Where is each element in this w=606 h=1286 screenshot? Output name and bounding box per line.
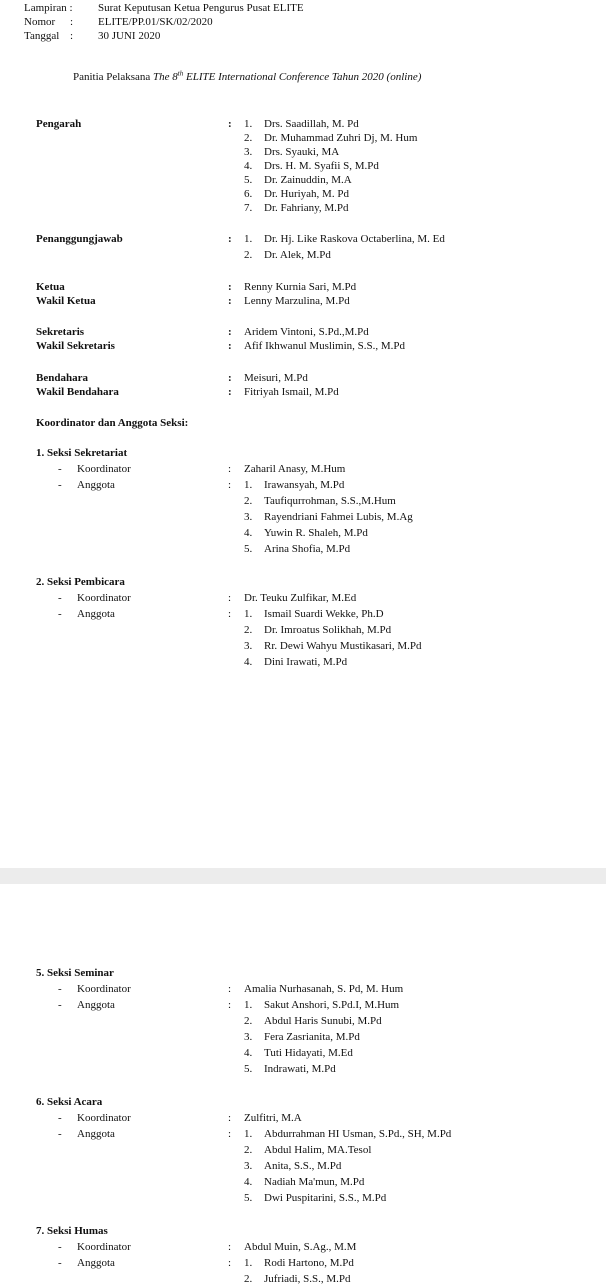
tanggal-colon: : <box>70 30 74 42</box>
koordinator-name: Amalia Nurhasanah, S. Pd, M. Hum <box>244 983 404 995</box>
wakil-sekretaris-label: Wakil Sekretaris <box>36 340 115 352</box>
anggota-member-name: Indrawati, M.Pd <box>264 1063 336 1075</box>
bullet-dash: - <box>58 1128 62 1140</box>
pengarah-member-number: 1. <box>244 118 253 130</box>
koordinator-label: Koordinator <box>77 983 131 995</box>
anggota-member-number: 4. <box>244 527 253 539</box>
anggota-member-number: 2. <box>244 1015 253 1027</box>
section-title: 2. Seksi Pembicara <box>36 576 125 588</box>
title-sup: th <box>177 69 184 78</box>
anggota-member-name: Abdurrahman HI Usman, S.Pd., SH, M.Pd <box>264 1128 452 1140</box>
koordinator-colon: : <box>228 592 232 604</box>
section-title: 1. Seksi Sekretariat <box>36 447 128 459</box>
title-rest: ELITE International Conference Tahun 2020 (online) <box>183 71 422 83</box>
anggota-member-number: 3. <box>244 640 253 652</box>
anggota-label: Anggota <box>77 999 115 1011</box>
anggota-member-name: Abdul Halim, MA.Tesol <box>264 1144 372 1156</box>
anggota-member-number: 3. <box>244 1160 253 1172</box>
ketua-colon: : <box>228 281 232 293</box>
anggota-label: Anggota <box>77 479 115 491</box>
anggota-member-name: Rodi Hartono, M.Pd <box>264 1257 354 1269</box>
anggota-member-name: Anita, S.S., M.Pd <box>264 1160 342 1172</box>
anggota-member-number: 1. <box>244 999 253 1011</box>
pengarah-member-number: 5. <box>244 174 253 186</box>
anggota-member-name: Nadiah Ma'mun, M.Pd <box>264 1176 365 1188</box>
anggota-colon: : <box>228 479 232 491</box>
ketua-label: Ketua <box>36 281 65 293</box>
pengarah-colon: : <box>228 118 232 130</box>
anggota-colon: : <box>228 1128 232 1140</box>
bullet-dash: - <box>58 983 62 995</box>
koordinator-name: Abdul Muin, S.Ag., M.M <box>244 1241 357 1253</box>
anggota-member-number: 4. <box>244 1176 253 1188</box>
anggota-member-number: 2. <box>244 1273 253 1285</box>
penanggungjawab-member-number: 2. <box>244 249 253 261</box>
anggota-member-number: 2. <box>244 495 253 507</box>
bullet-dash: - <box>58 608 62 620</box>
anggota-member-number: 1. <box>244 608 253 620</box>
anggota-member-name: Dwi Puspitarini, S.S., M.Pd <box>264 1192 387 1204</box>
anggota-member-name: Sakut Anshori, S.Pd.I, M.Hum <box>264 999 400 1011</box>
bullet-dash: - <box>58 1257 62 1269</box>
sekretaris-colon: : <box>228 326 232 338</box>
pengarah-member-name: Drs. Saadillah, M. Pd <box>264 118 359 130</box>
penanggungjawab-member-number: 1. <box>244 233 253 245</box>
document-page-2 <box>0 884 606 1285</box>
wakil-sekretaris-colon: : <box>228 340 232 352</box>
penanggungjawab-label: Penanggungjawab <box>36 233 123 245</box>
pengarah-member-number: 4. <box>244 160 253 172</box>
anggota-label: Anggota <box>77 1257 115 1269</box>
pengarah-member-name: Dr. Huriyah, M. Pd <box>264 188 349 200</box>
bendahara-label: Bendahara <box>36 372 88 384</box>
pengarah-member-name: Drs. H. M. Syafii S, M.Pd <box>264 160 379 172</box>
anggota-member-number: 1. <box>244 479 253 491</box>
anggota-member-number: 3. <box>244 511 253 523</box>
anggota-member-number: 5. <box>244 543 253 555</box>
anggota-member-number: 5. <box>244 1192 253 1204</box>
page-gap <box>0 868 606 884</box>
anggota-member-number: 2. <box>244 1144 253 1156</box>
koordinator-heading: Koordinator dan Anggota Seksi: <box>36 417 189 429</box>
anggota-member-name: Irawansyah, M.Pd <box>264 479 345 491</box>
lampiran-label: Lampiran : <box>24 2 73 14</box>
anggota-member-number: 1. <box>244 1128 253 1140</box>
anggota-member-name: Rayendriani Fahmei Lubis, M.Ag <box>264 511 413 523</box>
koordinator-label: Koordinator <box>77 592 131 604</box>
anggota-member-name: Yuwin R. Shaleh, M.Pd <box>264 527 368 539</box>
ketua-value: Renny Kurnia Sari, M.Pd <box>244 281 357 293</box>
wakil-bendahara-label: Wakil Bendahara <box>36 386 119 398</box>
bullet-dash: - <box>58 1112 62 1124</box>
anggota-member-name: Arina Shofia, M.Pd <box>264 543 351 555</box>
anggota-member-number: 4. <box>244 656 253 668</box>
koordinator-name: Zulfitri, M.A <box>244 1112 302 1124</box>
anggota-member-name: Taufiqurrohman, S.S.,M.Hum <box>264 495 396 507</box>
wakil-ketua-colon: : <box>228 295 232 307</box>
anggota-member-name: Rr. Dewi Wahyu Mustikasari, M.Pd <box>264 640 422 652</box>
tanggal-value: 30 JUNI 2020 <box>98 30 161 42</box>
anggota-label: Anggota <box>77 1128 115 1140</box>
pengarah-label: Pengarah <box>36 118 82 130</box>
pengarah-member-name: Dr. Muhammad Zuhri Dj, M. Hum <box>264 132 418 144</box>
koordinator-name: Zaharil Anasy, M.Hum <box>244 463 346 475</box>
anggota-member-name: Dini Irawati, M.Pd <box>264 656 348 668</box>
anggota-member-name: Tuti Hidayati, M.Ed <box>264 1047 353 1059</box>
anggota-member-name: Fera Zasrianita, M.Pd <box>264 1031 360 1043</box>
wakil-ketua-value: Lenny Marzulina, M.Pd <box>244 295 350 307</box>
anggota-member-name: Abdul Haris Sunubi, M.Pd <box>264 1015 382 1027</box>
pengarah-member-name: Drs. Syauki, MA <box>264 146 340 158</box>
koordinator-colon: : <box>228 463 232 475</box>
penanggungjawab-member-name: Dr. Hj. Like Raskova Octaberlina, M. Ed <box>264 233 445 245</box>
section-title: 5. Seksi Seminar <box>36 967 114 979</box>
wakil-bendahara-colon: : <box>228 386 232 398</box>
anggota-label: Anggota <box>77 608 115 620</box>
anggota-member-name: Dr. Imroatus Solikhah, M.Pd <box>264 624 392 636</box>
penanggungjawab-member-name: Dr. Alek, M.Pd <box>264 249 331 261</box>
bullet-dash: - <box>58 463 62 475</box>
section-title: 6. Seksi Acara <box>36 1096 103 1108</box>
penanggungjawab-colon: : <box>228 233 232 245</box>
anggota-member-number: 2. <box>244 624 253 636</box>
nomor-colon: : <box>70 16 74 28</box>
bullet-dash: - <box>58 479 62 491</box>
koordinator-colon: : <box>228 983 232 995</box>
wakil-bendahara-value: Fitriyah Ismail, M.Pd <box>244 386 339 398</box>
nomor-label: Nomor <box>24 16 56 28</box>
anggota-member-name: Jufriadi, S.S., M.Pd <box>264 1273 351 1285</box>
wakil-sekretaris-value: Afif Ikhwanul Muslimin, S.S., M.Pd <box>244 340 406 352</box>
section-title: 7. Seksi Humas <box>36 1225 108 1237</box>
koordinator-label: Koordinator <box>77 1112 131 1124</box>
koordinator-label: Koordinator <box>77 1241 131 1253</box>
pengarah-member-number: 6. <box>244 188 253 200</box>
anggota-member-number: 1. <box>244 1257 253 1269</box>
koordinator-name: Dr. Teuku Zulfikar, M.Ed <box>244 592 357 604</box>
wakil-ketua-label: Wakil Ketua <box>36 295 96 307</box>
pengarah-member-name: Dr. Zainuddin, M.A <box>264 174 352 186</box>
pengarah-member-name: Dr. Fahriany, M.Pd <box>264 202 349 214</box>
bullet-dash: - <box>58 1241 62 1253</box>
bullet-dash: - <box>58 592 62 604</box>
title-the: The 8 <box>153 71 178 83</box>
bullet-dash: - <box>58 999 62 1011</box>
document-title <box>73 70 421 84</box>
bendahara-value: Meisuri, M.Pd <box>244 372 308 384</box>
bendahara-colon: : <box>228 372 232 384</box>
anggota-colon: : <box>228 999 232 1011</box>
sekretaris-label: Sekretaris <box>36 326 85 338</box>
anggota-member-name: Ismail Suardi Wekke, Ph.D <box>264 608 384 620</box>
koordinator-colon: : <box>228 1112 232 1124</box>
pengarah-member-number: 3. <box>244 146 253 158</box>
nomor-value: ELITE/PP.01/SK/02/2020 <box>98 16 213 28</box>
anggota-member-number: 3. <box>244 1031 253 1043</box>
koordinator-label: Koordinator <box>77 463 131 475</box>
anggota-colon: : <box>228 608 232 620</box>
pengarah-member-number: 2. <box>244 132 253 144</box>
title-prefix: Panitia Pelaksana <box>73 71 154 83</box>
anggota-colon: : <box>228 1257 232 1269</box>
tanggal-label: Tanggal <box>24 30 60 42</box>
sekretaris-value: Aridem Vintoni, S.Pd.,M.Pd <box>244 326 369 338</box>
pengarah-member-number: 7. <box>244 202 253 214</box>
lampiran-value: Surat Keputusan Ketua Pengurus Pusat ELITE <box>98 2 304 14</box>
anggota-member-number: 4. <box>244 1047 253 1059</box>
koordinator-colon: : <box>228 1241 232 1253</box>
anggota-member-number: 5. <box>244 1063 253 1075</box>
